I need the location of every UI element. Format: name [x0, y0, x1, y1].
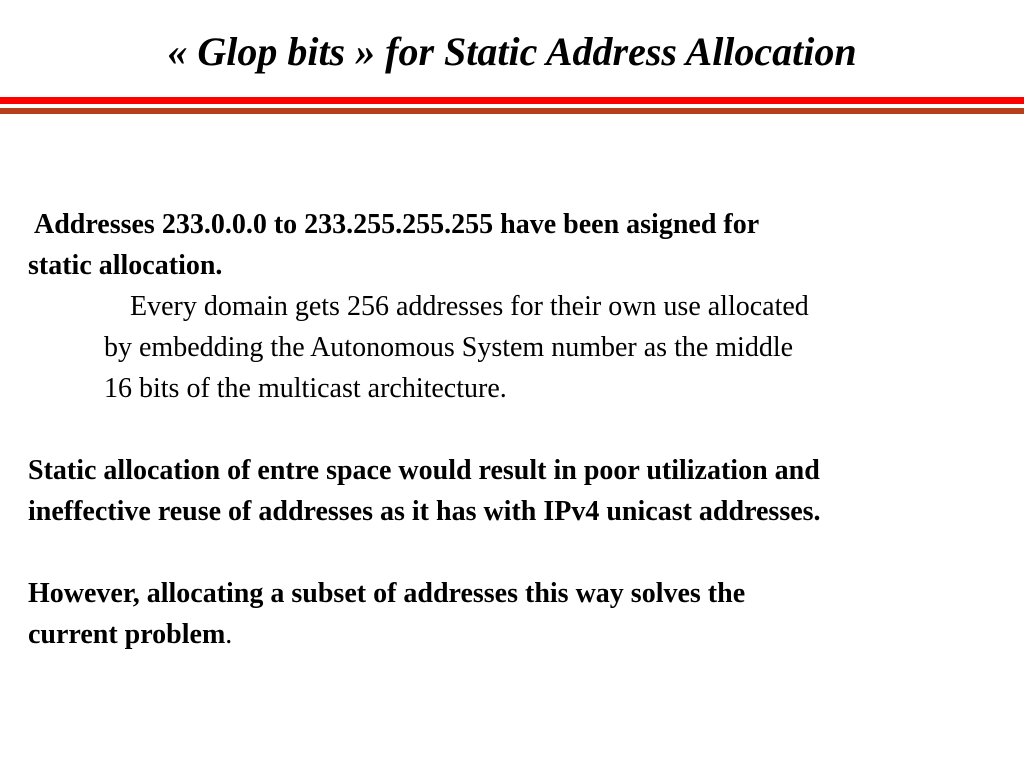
- paragraph-static-range: [28, 204, 1008, 286]
- paragraph-line: Every domain gets 256 addresses for their own use allocated: [130, 291, 809, 322]
- paragraph-line: Addresses 233.0.0.0 to 233.255.255.255 have been asigned for: [34, 209, 760, 240]
- paragraph-line: ineffective reuse of addresses as it has with IPv4 unicast addresses.: [28, 496, 821, 527]
- paragraph-line: Static allocation of entre space would result in poor utilization and: [28, 455, 820, 486]
- title-divider-red: [0, 97, 1024, 104]
- paragraph-line: static allocation.: [28, 250, 223, 281]
- paragraph-line: 16 bits of the multicast architecture.: [104, 373, 507, 404]
- paragraph-line: [28, 614, 1008, 655]
- paragraph-line: However, allocating a subset of addresses this way solves the: [28, 578, 746, 609]
- paragraph-subset-solution: [28, 573, 1008, 655]
- paragraph-line-text: current problem: [28, 619, 226, 650]
- paragraph-domain-addresses: [104, 286, 984, 409]
- paragraph-line: by embedding the Autonomous System number as the middle: [104, 332, 794, 363]
- paragraph-poor-utilization: [28, 450, 1008, 532]
- paragraph-line-period: .: [225, 619, 233, 650]
- title-divider-brown: [0, 108, 1024, 114]
- slide-title: « Glop bits » for Static Address Allocation: [167, 29, 857, 74]
